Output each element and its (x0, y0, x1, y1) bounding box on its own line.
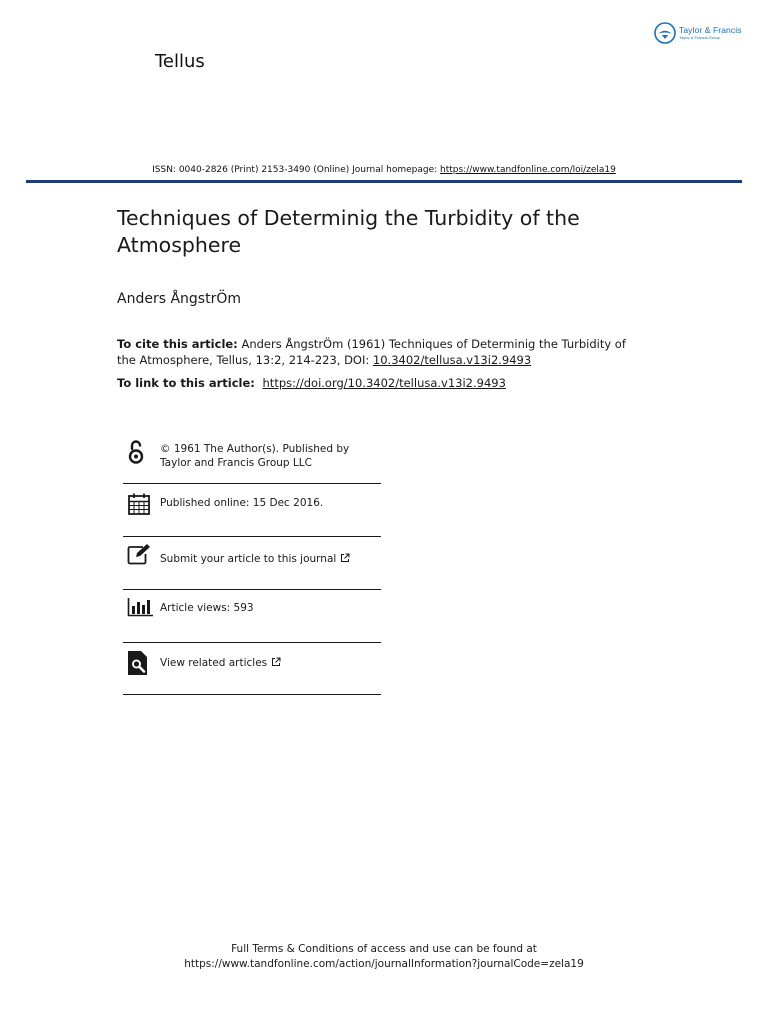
issn-text: ISSN: 0040-2826 (Print) 2153-3490 (Online) Journal homepage: (152, 165, 441, 175)
journal-name: Tellus (155, 51, 205, 72)
header-rule (26, 180, 742, 183)
open-access-icon (127, 439, 145, 465)
article-doi-link[interactable]: https://doi.org/10.3402/tellusa.v13i2.9493 (262, 376, 506, 390)
external-link-icon (340, 553, 350, 563)
search-document-icon (127, 650, 149, 676)
submit-article-link[interactable]: Submit your article to this journal (160, 553, 337, 565)
article-title: Techniques of Determinig the Turbidity of the Atmosphere (117, 206, 580, 257)
published-row (123, 484, 381, 536)
taylor-francis-logo-icon (654, 22, 676, 44)
link-label: To link to this article: (117, 376, 259, 390)
footer-terms-url[interactable]: https://www.tandfonline.com/action/journalInformation?journalCode=zela19 (184, 958, 584, 970)
citation-doi-link[interactable]: 10.3402/tellusa.v13i2.9493 (372, 352, 532, 367)
footer-terms: Full Terms & Conditions of access and use can be found at (231, 943, 537, 955)
external-link-icon (271, 657, 281, 667)
publisher-subname: Taylor & Francis Group (679, 35, 720, 41)
journal-homepage-link[interactable]: https://www.tandfonline.com/loi/zela19 (440, 165, 616, 175)
published-date: Published online: 15 Dec 2016. (160, 497, 324, 509)
citation-label: To cite this article: (117, 337, 238, 351)
link-block (117, 376, 506, 392)
license-row (123, 438, 381, 483)
related-articles-row[interactable] (123, 643, 381, 695)
submit-article-row[interactable] (123, 537, 381, 589)
license-text: © 1961 The Author(s). Published by Taylor and Francis Group LLC (160, 443, 350, 469)
edit-icon (127, 543, 153, 565)
footer (0, 942, 768, 972)
bar-chart-icon (127, 597, 153, 617)
publisher-logo (654, 22, 742, 44)
article-views-row (123, 590, 381, 642)
citation-text: Anders ÅngstrÖm (1961) Techniques of Determinig the Turbidity of the Atmosphere, Tellus, 13:2, 214-223, DOI: (117, 337, 626, 367)
related-articles-link[interactable]: View related articles (160, 657, 268, 669)
publisher-name: Taylor & Francis (679, 24, 742, 35)
article-author: Anders ÅngstrÖm (117, 291, 241, 307)
calendar-icon (127, 492, 151, 516)
issn-line (0, 165, 768, 175)
article-views: Article views: 593 (160, 602, 254, 614)
divider (123, 694, 381, 695)
citation-block (117, 337, 647, 368)
